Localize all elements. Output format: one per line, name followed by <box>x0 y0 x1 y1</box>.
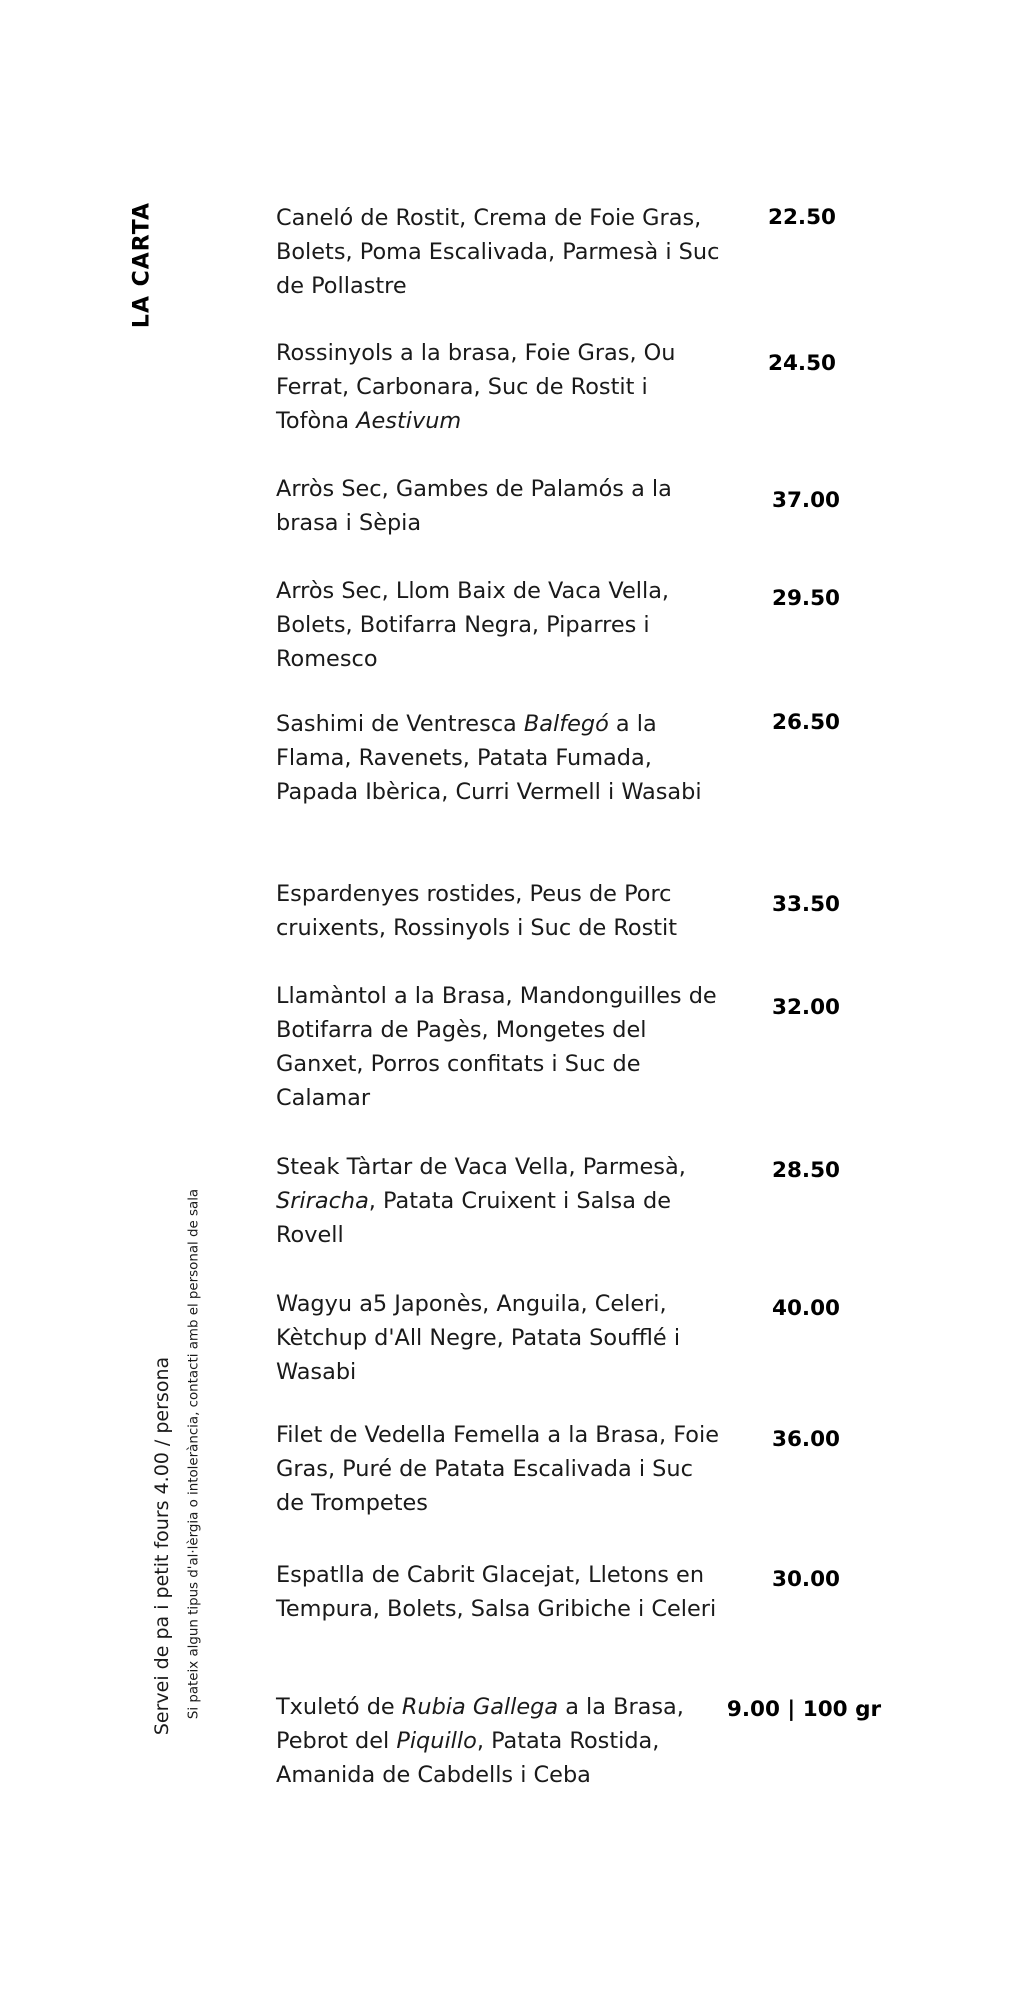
dish-description <box>276 1558 726 1626</box>
dish-description-text: Txuletó de <box>276 1694 402 1720</box>
dish-price: 24.50 <box>767 351 836 376</box>
dish-description <box>276 877 726 945</box>
service-note: Servei de pa i petit fours 4.00 / persona <box>151 1356 173 1736</box>
dish-description-text: Arròs Sec, Gambes de Palamós a la brasa i Sèpia <box>276 476 672 536</box>
dish-description-text: Sashimi de Ventresca <box>276 711 524 737</box>
dish-description <box>276 1690 726 1792</box>
dish-description <box>276 707 726 809</box>
dish-description-text: Espatlla de Cabrit Glacejat, Lletons en Tempura, Bolets, Salsa Gribiche i Celeri <box>276 1562 717 1622</box>
dish-description-text: , Patata Rostida, Amanida de Cabdells i Ceba <box>276 1728 660 1788</box>
dish-description <box>276 1287 726 1389</box>
dish-description <box>276 574 726 676</box>
dish-description-italic: Sriracha <box>276 1188 369 1214</box>
dish-description-text: Espardenyes rostides, Peus de Porc cruixents, Rossinyols i Suc de Rostit <box>276 881 678 941</box>
dish-description <box>276 1418 726 1520</box>
dish-description <box>276 1150 726 1252</box>
dish-price: 37.00 <box>771 488 840 513</box>
dish-description-italic: Aestivum <box>356 408 462 434</box>
dish-description-italic: Piquillo <box>396 1728 477 1754</box>
dish-description-text: Filet de Vedella Femella a la Brasa, Foie Gras, Puré de Patata Escalivada i Suc de Trompetes <box>276 1422 719 1516</box>
dish-price: 28.50 <box>771 1158 840 1183</box>
dish-price: 40.00 <box>771 1296 840 1321</box>
dish-description <box>276 472 726 540</box>
dish-price: 30.00 <box>771 1567 840 1592</box>
dish-price: 22.50 <box>767 205 836 230</box>
menu-title: LA CARTA <box>129 201 155 329</box>
dish-description-text: Caneló de Rostit, Crema de Foie Gras, Bolets, Poma Escalivada, Parmesà i Suc de Pollastre <box>276 205 720 299</box>
dish-price: 26.50 <box>771 710 840 735</box>
dish-description-text: , Patata Cruixent i Salsa de Rovell <box>276 1188 672 1248</box>
dish-price: 32.00 <box>771 995 840 1020</box>
dish-description <box>276 979 726 1115</box>
dish-description-text: a la Flama, Ravenets, Patata Fumada, Papada Ibèrica, Curri Vermell i Wasabi <box>276 711 702 805</box>
dish-description-text: Rossinyols a la brasa, Foie Gras, Ou Ferrat, Carbonara, Suc de Rostit i Tofòna <box>276 340 676 434</box>
dish-description-italic: Balfegó <box>523 711 609 737</box>
dish-price: 9.00 | 100 gr <box>726 1697 882 1722</box>
dish-price: 36.00 <box>771 1427 840 1452</box>
dish-price: 33.50 <box>771 892 840 917</box>
dish-description <box>276 336 726 438</box>
dish-price: 29.50 <box>771 586 840 611</box>
dish-description-text: Arròs Sec, Llom Baix de Vaca Vella, Bolets, Botifarra Negra, Piparres i Romesco <box>276 578 670 672</box>
dish-description-text: Llamàntol a la Brasa, Mandonguilles de Botifarra de Pagès, Mongetes del Ganxet, Porros confitats i Suc de Calamar <box>276 983 717 1111</box>
dish-description-text: Steak Tàrtar de Vaca Vella, Parmesà, <box>276 1154 686 1180</box>
dish-description-text: Wagyu a5 Japonès, Anguila, Celeri, Kètchup d'All Negre, Patata Soufflé i Wasabi <box>276 1291 681 1385</box>
dish-description <box>276 201 726 303</box>
dish-description-text: a la Brasa, Pebrot del <box>276 1694 684 1754</box>
allergy-note: Si pateix algun tipus d'al·lèrgia o intolerància, contacti amb el personal de sala <box>186 1188 202 1720</box>
dish-description-italic: Rubia Gallega <box>401 1694 559 1720</box>
